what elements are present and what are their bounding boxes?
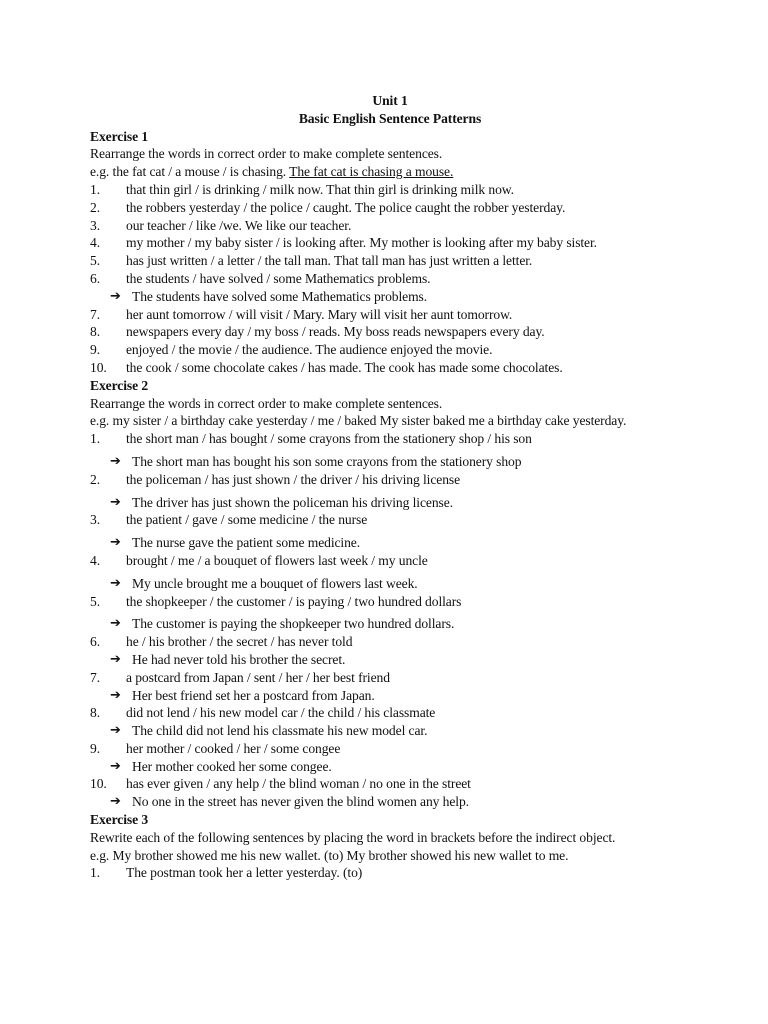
answer-line: ➔ No one in the street has never given the blind women any help. — [110, 794, 469, 810]
list-item: 3. the patient / gave / some medicine / the nurse — [90, 512, 368, 528]
list-item: 2. the policeman / has just shown / the driver / his driving license — [90, 471, 461, 487]
list-item: 1. that thin girl / is drinking / milk now. That thin girl is drinking milk now. — [90, 181, 514, 197]
answer-line: ➔ Her mother cooked her some congee. — [110, 758, 332, 774]
exercise-1-heading: Exercise 1 — [90, 128, 149, 144]
list-item: 7. a postcard from Japan / sent / her / her best friend — [90, 669, 390, 685]
list-item: 8. newspapers every day / my boss / reads. My boss reads newspapers every day. — [90, 324, 545, 340]
arrow-right-icon: ➔ — [110, 575, 121, 591]
arrow-right-icon: ➔ — [110, 687, 121, 703]
list-item: 10. has ever given / any help / the blind woman / no one in the street — [90, 776, 471, 792]
list-item: 9. enjoyed / the movie / the audience. The audience enjoyed the movie. — [90, 342, 493, 358]
answer-line: ➔ The driver has just shown the policeman his driving license. — [110, 494, 453, 510]
answer-line: ➔ The child did not lend his classmate his new model car. — [110, 723, 428, 739]
arrow-right-icon: ➔ — [110, 288, 121, 304]
arrow-right-icon: ➔ — [110, 723, 121, 739]
arrow-right-icon: ➔ — [110, 794, 121, 810]
list-item: 7. her aunt tomorrow / will visit / Mary. Mary will visit her aunt tomorrow. — [90, 306, 513, 322]
exercise-3-instruction: Rewrite each of the following sentences by placing the word in brackets before the indirect object. — [90, 829, 616, 845]
arrow-right-icon: ➔ — [110, 616, 121, 632]
answer-line: ➔ The nurse gave the patient some medicine. — [110, 535, 361, 551]
list-item: 9. her mother / cooked / her / some congee — [90, 740, 341, 756]
list-item: 1. the short man / has bought / some crayons from the stationery shop / his son — [90, 431, 532, 447]
answer-line: ➔ The students have solved some Mathematics problems. — [110, 288, 428, 304]
document-body — [90, 92, 690, 882]
exercise-2-example: e.g. my sister / a birthday cake yesterday / me / baked My sister baked me a birthday cake yesterday. — [90, 413, 627, 429]
list-item: 6. the students / have solved / some Mathematics problems. — [90, 270, 431, 286]
list-item: 1. The postman took her a letter yesterday. (to) — [90, 865, 363, 881]
unit-subtitle: Basic English Sentence Patterns — [298, 110, 482, 126]
arrow-right-icon: ➔ — [110, 453, 121, 469]
list-item: 4. my mother / my baby sister / is looking after. My mother is looking after my baby sister. — [90, 235, 597, 251]
list-item: 2. the robbers yesterday / the police / caught. The police caught the robber yesterday. — [90, 199, 566, 215]
list-item: 4. brought / me / a bouquet of flowers last week / my uncle — [90, 552, 428, 568]
example-prompt: e.g. the fat cat / a mouse / is chasing. — [90, 164, 287, 180]
arrow-right-icon: ➔ — [110, 494, 121, 510]
list-item: 3. our teacher / like /we. We like our teacher. — [90, 217, 352, 233]
list-item: 6. he / his brother / the secret / has never told — [90, 634, 353, 650]
answer-line: ➔ Her best friend set her a postcard from Japan. — [110, 687, 375, 703]
exercise-1-example — [90, 163, 690, 181]
answer-line: ➔ My uncle brought me a bouquet of flowers last week. — [110, 575, 418, 591]
example-answer: The fat cat is chasing a mouse. — [289, 164, 454, 180]
answer-line: ➔ The customer is paying the shopkeeper two hundred dollars. — [110, 616, 455, 632]
arrow-right-icon: ➔ — [110, 535, 121, 551]
answer-line: ➔ He had never told his brother the secret. — [110, 651, 346, 667]
exercise-1-instruction: Rearrange the words in correct order to make complete sentences. — [90, 146, 443, 162]
arrow-right-icon: ➔ — [110, 758, 121, 774]
answer-line: ➔ The short man has bought his son some crayons from the stationery shop — [110, 453, 522, 469]
exercise-3-example: e.g. My brother showed me his new wallet. (to) My brother showed his new wallet to me. — [90, 847, 569, 863]
list-item: 5. the shopkeeper / the customer / is paying / two hundred dollars — [90, 593, 462, 609]
unit-title: Unit 1 — [372, 93, 408, 108]
arrow-right-icon: ➔ — [110, 651, 121, 667]
list-item: 5. has just written / a letter / the tall man. That tall man has just written a letter. — [90, 253, 533, 269]
exercise-2-instruction: Rearrange the words in correct order to make complete sentences. — [90, 395, 443, 411]
exercise-3-heading: Exercise 3 — [90, 812, 149, 828]
list-item: 10. the cook / some chocolate cakes / has made. The cook has made some chocolates. — [90, 359, 563, 375]
exercise-2-heading: Exercise 2 — [90, 377, 149, 393]
list-item: 8. did not lend / his new model car / the child / his classmate — [90, 705, 436, 721]
